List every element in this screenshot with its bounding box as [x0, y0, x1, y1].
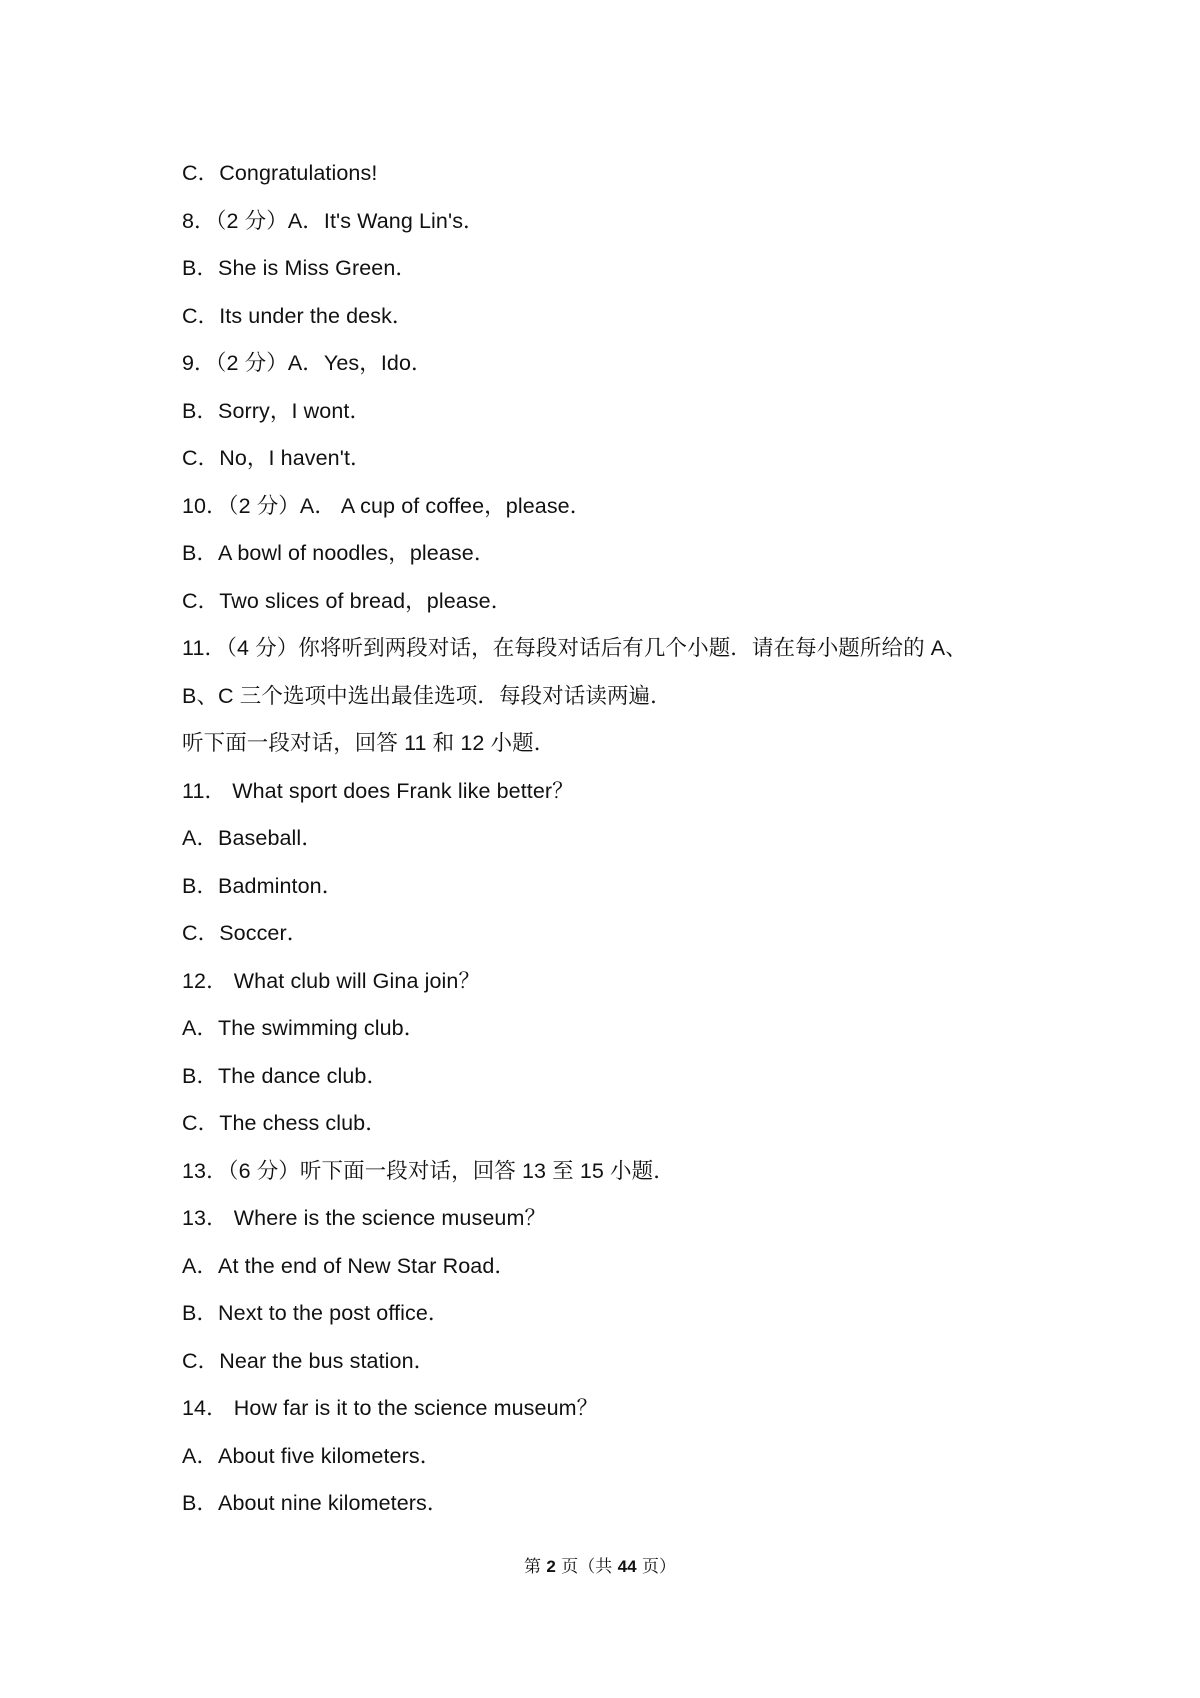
- text-line: 10．（2 分）A． A cup of coffee，please．: [182, 493, 592, 518]
- text-line: 8．（2 分）A．It's Wang Lin's．: [182, 208, 485, 233]
- text-line: 12． What club will Gina join？: [182, 968, 481, 993]
- text-line: 9．（2 分）A．Yes，Ido．: [182, 351, 433, 375]
- text-line: C．Two slices of bread，please．: [182, 588, 513, 613]
- text-line: B．Next to the post office．: [182, 1301, 450, 1325]
- text-line: B．Sorry，I wont．: [182, 398, 372, 423]
- text-line: B．A bowl of noodles，please．: [182, 541, 496, 565]
- text-line: 11．（4 分）你将听到两段对话，在每段对话后有几个小题．请在每小题所给的 A、: [182, 636, 967, 660]
- text-line: B、C 三个选项中选出最佳选项．每段对话读两遍．: [182, 683, 672, 708]
- text-line: 13．（6 分）听下面一段对话，回答 13 至 15 小题．: [182, 1158, 675, 1183]
- text-line: C．Soccer．: [182, 921, 309, 945]
- text-line: 听下面一段对话，回答 11 和 12 小题．: [182, 731, 556, 755]
- text-line: B．Badminton．: [182, 873, 344, 898]
- text-line: C．Congratulations!: [182, 161, 378, 185]
- footer-middle: 页（共: [555, 1557, 618, 1577]
- text-line: C．The chess club．: [182, 1111, 387, 1135]
- text-line: A．At the end of New Star Road．: [182, 1253, 517, 1278]
- question-body: [182, 150, 1042, 1528]
- current-page-number: 2: [546, 1557, 556, 1576]
- footer-suffix: 页）: [636, 1557, 676, 1577]
- total-pages-number: 44: [617, 1557, 637, 1576]
- text-line: B．The dance club．: [182, 1063, 389, 1088]
- text-line: A．About five kilometers．: [182, 1443, 442, 1468]
- text-line: B．She is Miss Green．: [182, 256, 417, 280]
- page-footer: [0, 1552, 1200, 1577]
- text-line: C．Near the bus station．: [182, 1348, 436, 1373]
- text-line: 13． Where is the science museum？: [182, 1206, 547, 1230]
- text-line: C．Its under the desk．: [182, 303, 414, 328]
- text-line: 14． How far is it to the science museum？: [182, 1396, 599, 1420]
- text-line: C．No，I haven't．: [182, 446, 372, 470]
- text-line: A．The swimming club．: [182, 1016, 426, 1040]
- footer-prefix: 第: [523, 1557, 547, 1577]
- text-line: B．About nine kilometers．: [182, 1491, 449, 1515]
- text-line: 11． What sport does Frank like better？: [182, 778, 574, 803]
- text-line: A．Baseball．: [182, 826, 323, 850]
